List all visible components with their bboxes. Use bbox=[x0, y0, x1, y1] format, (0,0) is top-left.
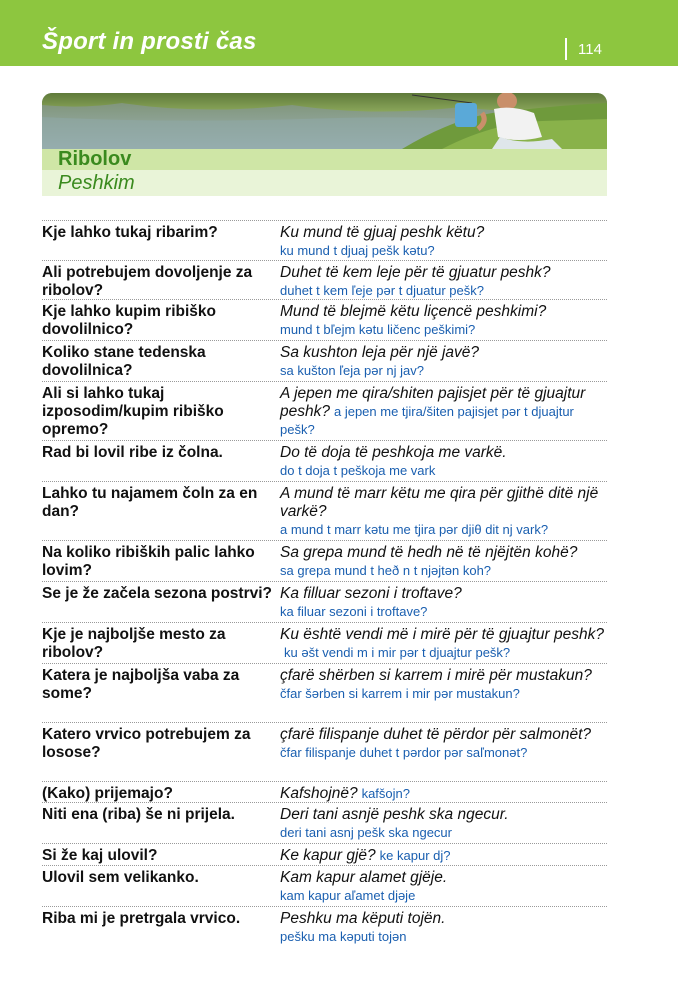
pronunciation: duhet t kem ľeje pər t djuatur pešk? bbox=[280, 283, 484, 298]
phrase-row bbox=[42, 381, 607, 440]
albanian-phrase bbox=[280, 869, 607, 887]
pronunciation: ke kapur dj? bbox=[379, 848, 451, 863]
page-number: 114 bbox=[578, 41, 602, 58]
albanian-text: Kafshojnë? bbox=[280, 785, 358, 802]
albanian-phrase bbox=[280, 385, 607, 439]
slovenian-phrase: Kje lahko kupim ribiško dovolilnico? bbox=[42, 303, 216, 338]
section-title: Ribolov bbox=[58, 148, 132, 170]
pronunciation: ku mund t djuaj pešk kətu? bbox=[280, 243, 435, 258]
slovenian-phrase: Na koliko ribiških palic lahko lovim? bbox=[42, 544, 255, 579]
slovenian-phrase: Niti ena (riba) še ni prijela. bbox=[42, 806, 235, 823]
pronunciation: a mund t marr kətu me tjira pər djiθ dit nj vark? bbox=[280, 522, 549, 537]
albanian-text: Duhet të kem leje për të gjuatur peshk? bbox=[280, 264, 551, 281]
phrase-row bbox=[42, 663, 607, 722]
slovenian-phrase: Lahko tu najamem čoln za en dan? bbox=[42, 485, 258, 520]
header-divider bbox=[565, 38, 567, 60]
slovenian-phrase: (Kako) prijemajo? bbox=[42, 785, 173, 802]
albanian-phrase bbox=[280, 485, 607, 521]
section-subtitle: Peshkim bbox=[58, 172, 135, 194]
pronunciation: kam kapur aľamet djəje bbox=[280, 888, 416, 903]
albanian-text: Mund të blejmë këtu liçencë peshkimi? bbox=[280, 303, 547, 320]
slovenian-phrase: Katera je najboljša vaba za some? bbox=[42, 667, 240, 702]
phrase-row bbox=[42, 440, 607, 481]
albanian-phrase bbox=[280, 847, 607, 865]
albanian-text: Sa kushton leja për një javë? bbox=[280, 344, 480, 361]
albanian-text: A mund të marr këtu me qira për gjithë ditë një varkë? bbox=[280, 485, 599, 520]
albanian-text: çfarë shërben si karrem i mirë për mustakun? bbox=[280, 667, 592, 684]
slovenian-phrase: Kje lahko tukaj ribarim? bbox=[42, 224, 218, 241]
albanian-text: Sa grepa mund të hedh në të njëjtën kohë? bbox=[280, 544, 578, 561]
phrase-row bbox=[42, 843, 607, 865]
albanian-text: çfarë filispanje duhet të përdor për salmonët? bbox=[280, 726, 592, 743]
albanian-phrase bbox=[280, 667, 607, 685]
pronunciation: kafšojn? bbox=[361, 786, 410, 801]
albanian-phrase bbox=[280, 444, 607, 462]
slovenian-phrase: Rad bi lovil ribe iz čolna. bbox=[42, 444, 223, 461]
pronunciation: čfar filispanje duhet t pərdor pər saľmonət? bbox=[280, 745, 528, 760]
pronunciation: ka filuar sezoni i troftave? bbox=[280, 604, 428, 619]
slovenian-phrase: Ali potrebujem dovoljenje za ribolov? bbox=[42, 264, 253, 299]
albanian-phrase bbox=[280, 585, 607, 603]
phrase-row bbox=[42, 781, 607, 802]
albanian-phrase bbox=[280, 726, 607, 744]
phrase-row bbox=[42, 802, 607, 843]
pronunciation: mund t bľejm kətu ličenc peškimi? bbox=[280, 322, 476, 337]
section-title-bar bbox=[42, 149, 607, 170]
phrase-row bbox=[42, 260, 607, 299]
pronunciation: čfar šərben si karrem i mir pər mustakun? bbox=[280, 686, 520, 701]
phrase-row bbox=[42, 622, 607, 663]
albanian-phrase bbox=[280, 224, 607, 242]
phrase-row bbox=[42, 340, 607, 381]
slovenian-phrase: Se je že začela sezona postrvi? bbox=[42, 585, 273, 602]
slovenian-phrase: Ali si lahko tukaj izposodim/kupim ribiško opremo? bbox=[42, 385, 224, 438]
pronunciation: deri tani asnj pešk ska ngecur bbox=[280, 825, 452, 840]
slovenian-phrase: Katero vrvico potrebujem za losose? bbox=[42, 726, 251, 761]
slovenian-phrase: Kje je najboljše mesto za ribolov? bbox=[42, 626, 226, 661]
albanian-text: Ke kapur gjë? bbox=[280, 847, 376, 864]
phrase-row bbox=[42, 299, 607, 340]
section-subtitle-bar bbox=[42, 170, 607, 196]
albanian-text: Ku mund të gjuaj peshk këtu? bbox=[280, 224, 485, 241]
albanian-text: Peshku ma këputi tojën. bbox=[280, 910, 446, 927]
phrase-row bbox=[42, 906, 607, 949]
albanian-text: Kam kapur alamet gjëje. bbox=[280, 869, 448, 886]
section-banner bbox=[42, 93, 607, 203]
phrase-row bbox=[42, 220, 607, 260]
slovenian-phrase: Koliko stane tedenska dovolilnica? bbox=[42, 344, 206, 379]
pronunciation: sa kušton ľeja pər nj jav? bbox=[280, 363, 424, 378]
albanian-phrase bbox=[280, 344, 607, 362]
pronunciation: ku əšt vendi m i mir pər t djuajtur pešk? bbox=[284, 645, 511, 660]
slovenian-phrase: Si že kaj ulovil? bbox=[42, 847, 158, 864]
pronunciation: do t doja t peškoja me vark bbox=[280, 463, 436, 478]
pronunciation: sa grepa mund t heð n t njəjtən koh? bbox=[280, 563, 492, 578]
albanian-text: A jepen me qira/shiten pajisjet për të gjuajtur peshk? bbox=[280, 385, 586, 420]
albanian-text: Ku është vendi më i mirë për të gjuajtur peshk? bbox=[280, 626, 604, 643]
fishing-photo bbox=[42, 93, 607, 149]
albanian-phrase bbox=[280, 785, 607, 802]
pronunciation: a jepen me tjira/šiten pajisjet pər t djuajtur pešk? bbox=[280, 404, 574, 437]
albanian-phrase bbox=[280, 303, 607, 321]
slovenian-phrase: Riba mi je pretrgala vrvico. bbox=[42, 910, 241, 927]
page-header bbox=[0, 0, 678, 66]
albanian-text: Deri tani asnjë peshk ska ngecur. bbox=[280, 806, 509, 823]
phrase-row bbox=[42, 481, 607, 540]
albanian-text: Ka filluar sezoni i troftave? bbox=[280, 585, 462, 602]
pronunciation: pešku ma kəputi tojən bbox=[280, 929, 407, 944]
albanian-phrase bbox=[280, 806, 607, 824]
slovenian-phrase: Ulovil sem velikanko. bbox=[42, 869, 199, 886]
phrase-row bbox=[42, 581, 607, 622]
phrase-list bbox=[42, 220, 607, 949]
phrase-row bbox=[42, 540, 607, 581]
albanian-phrase bbox=[280, 910, 607, 928]
albanian-phrase bbox=[280, 626, 607, 662]
albanian-phrase bbox=[280, 544, 607, 562]
albanian-text: Do të doja të peshkoja me varkë. bbox=[280, 444, 507, 461]
albanian-phrase bbox=[280, 264, 607, 282]
phrase-row bbox=[42, 865, 607, 906]
chapter-title: Šport in prosti čas bbox=[42, 28, 257, 55]
phrase-row bbox=[42, 722, 607, 781]
